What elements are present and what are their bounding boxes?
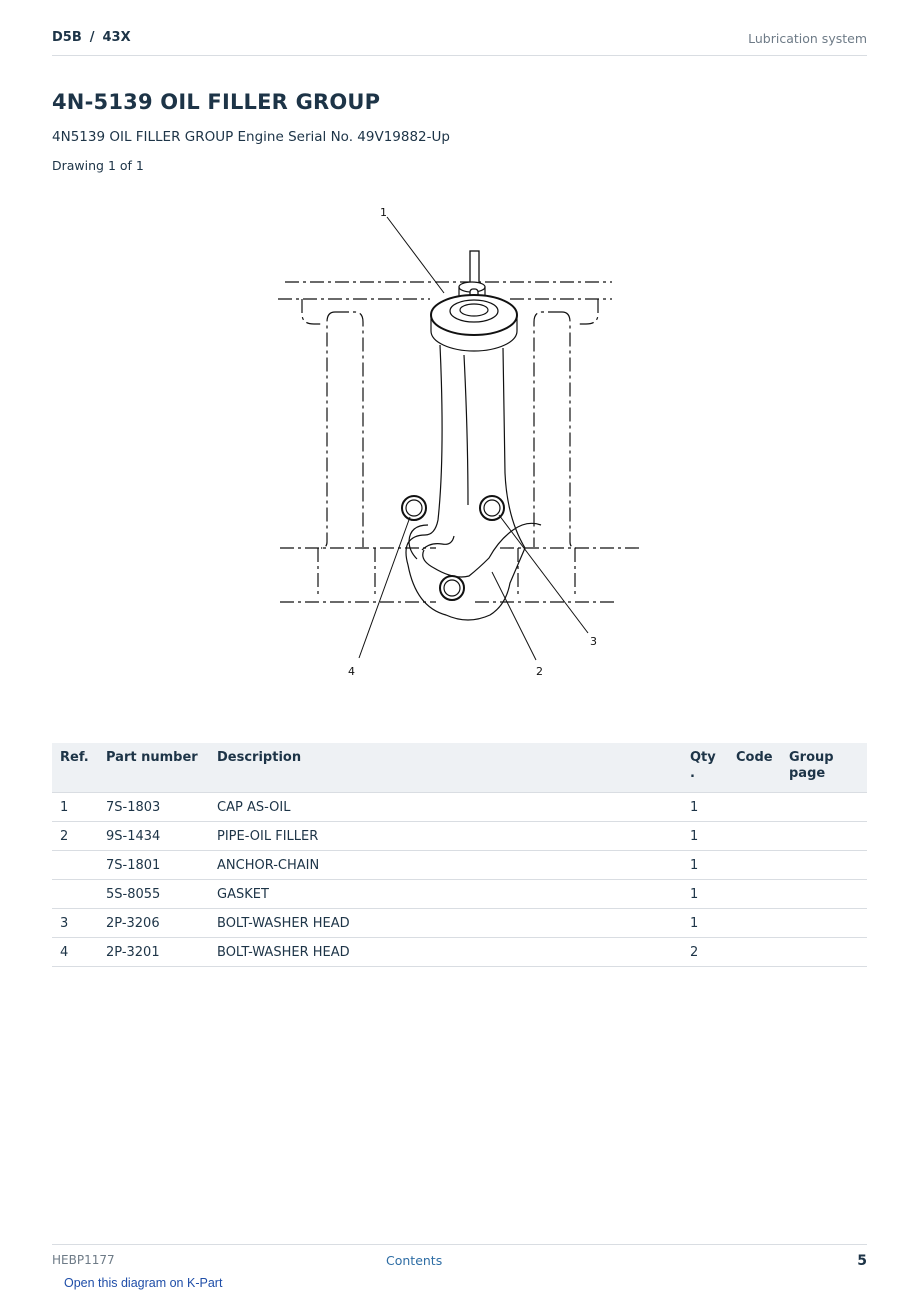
group-page-cell	[781, 909, 867, 938]
code-cell	[728, 938, 781, 967]
qty-cell: 1	[682, 822, 728, 851]
group-page-cell	[781, 938, 867, 967]
oil-filler-cap	[431, 251, 517, 351]
description-cell: CAP AS-OIL	[209, 793, 682, 822]
table-row	[52, 851, 867, 880]
description-cell: PIPE-OIL FILLER	[209, 822, 682, 851]
part-number-cell: 2P-3201	[98, 938, 209, 967]
code-cell	[728, 909, 781, 938]
ref-cell: 1	[52, 793, 98, 822]
col-qty: Qty .	[682, 743, 728, 793]
open-kpart-link[interactable]: Open this diagram on K-Part	[64, 1276, 223, 1290]
qty-cell: 1	[682, 851, 728, 880]
ref-cell: 4	[52, 938, 98, 967]
page-number: 5	[857, 1253, 867, 1269]
callout-1: 1	[380, 206, 387, 219]
page-header	[52, 28, 867, 56]
table-row	[52, 793, 867, 822]
arrangement-code: 43X	[102, 30, 131, 45]
group-page-cell	[781, 851, 867, 880]
model-code: D5B	[52, 30, 82, 45]
col-description: Description	[209, 743, 682, 793]
page-footer	[52, 1244, 867, 1268]
part-number-cell: 2P-3206	[98, 909, 209, 938]
description-cell: BOLT-WASHER HEAD	[209, 938, 682, 967]
section-name: Lubrication system	[748, 31, 867, 46]
drawing-count: Drawing 1 of 1	[52, 158, 144, 173]
callout-3: 3	[590, 635, 597, 648]
group-page-cell	[781, 793, 867, 822]
part-number-cell: 9S-1434	[98, 822, 209, 851]
ref-cell: 2	[52, 822, 98, 851]
qty-cell: 1	[682, 793, 728, 822]
oil-filler-diagram	[200, 195, 720, 705]
group-page-cell	[781, 822, 867, 851]
page-title: 4N-5139 OIL FILLER GROUP	[52, 90, 381, 114]
description-cell: ANCHOR-CHAIN	[209, 851, 682, 880]
part-number-cell: 7S-1801	[98, 851, 209, 880]
table-row	[52, 938, 867, 967]
part-number-cell: 5S-8055	[98, 880, 209, 909]
group-page-cell	[781, 880, 867, 909]
qty-cell: 1	[682, 909, 728, 938]
col-part-number: Part number	[98, 743, 209, 793]
ref-cell	[52, 880, 98, 909]
code-cell	[728, 851, 781, 880]
table-row	[52, 822, 867, 851]
ref-cell	[52, 851, 98, 880]
code-cell	[728, 793, 781, 822]
breadcrumb	[52, 30, 131, 45]
code-cell	[728, 822, 781, 851]
callout-4: 4	[348, 665, 355, 678]
ref-cell: 3	[52, 909, 98, 938]
table-row	[52, 909, 867, 938]
group-subtitle: 4N5139 OIL FILLER GROUP Engine Serial No. 49V19882-Up	[52, 129, 450, 145]
oil-filler-pipe	[406, 345, 541, 620]
bolt-4	[402, 496, 426, 520]
col-code: Code	[728, 743, 781, 793]
breadcrumb-separator: /	[89, 30, 95, 45]
contents-link[interactable]: Contents	[386, 1253, 443, 1268]
col-ref: Ref.	[52, 743, 98, 793]
col-group-page: Group page	[781, 743, 867, 793]
description-cell: BOLT-WASHER HEAD	[209, 909, 682, 938]
qty-cell: 2	[682, 938, 728, 967]
document-id: HEBP1177	[52, 1253, 115, 1267]
parts-table-header	[52, 743, 867, 793]
code-cell	[728, 880, 781, 909]
part-number-cell: 7S-1803	[98, 793, 209, 822]
bolt-bottom	[440, 576, 464, 600]
qty-cell: 1	[682, 880, 728, 909]
table-row	[52, 880, 867, 909]
description-cell: GASKET	[209, 880, 682, 909]
callout-2: 2	[536, 665, 543, 678]
parts-table	[52, 743, 867, 967]
